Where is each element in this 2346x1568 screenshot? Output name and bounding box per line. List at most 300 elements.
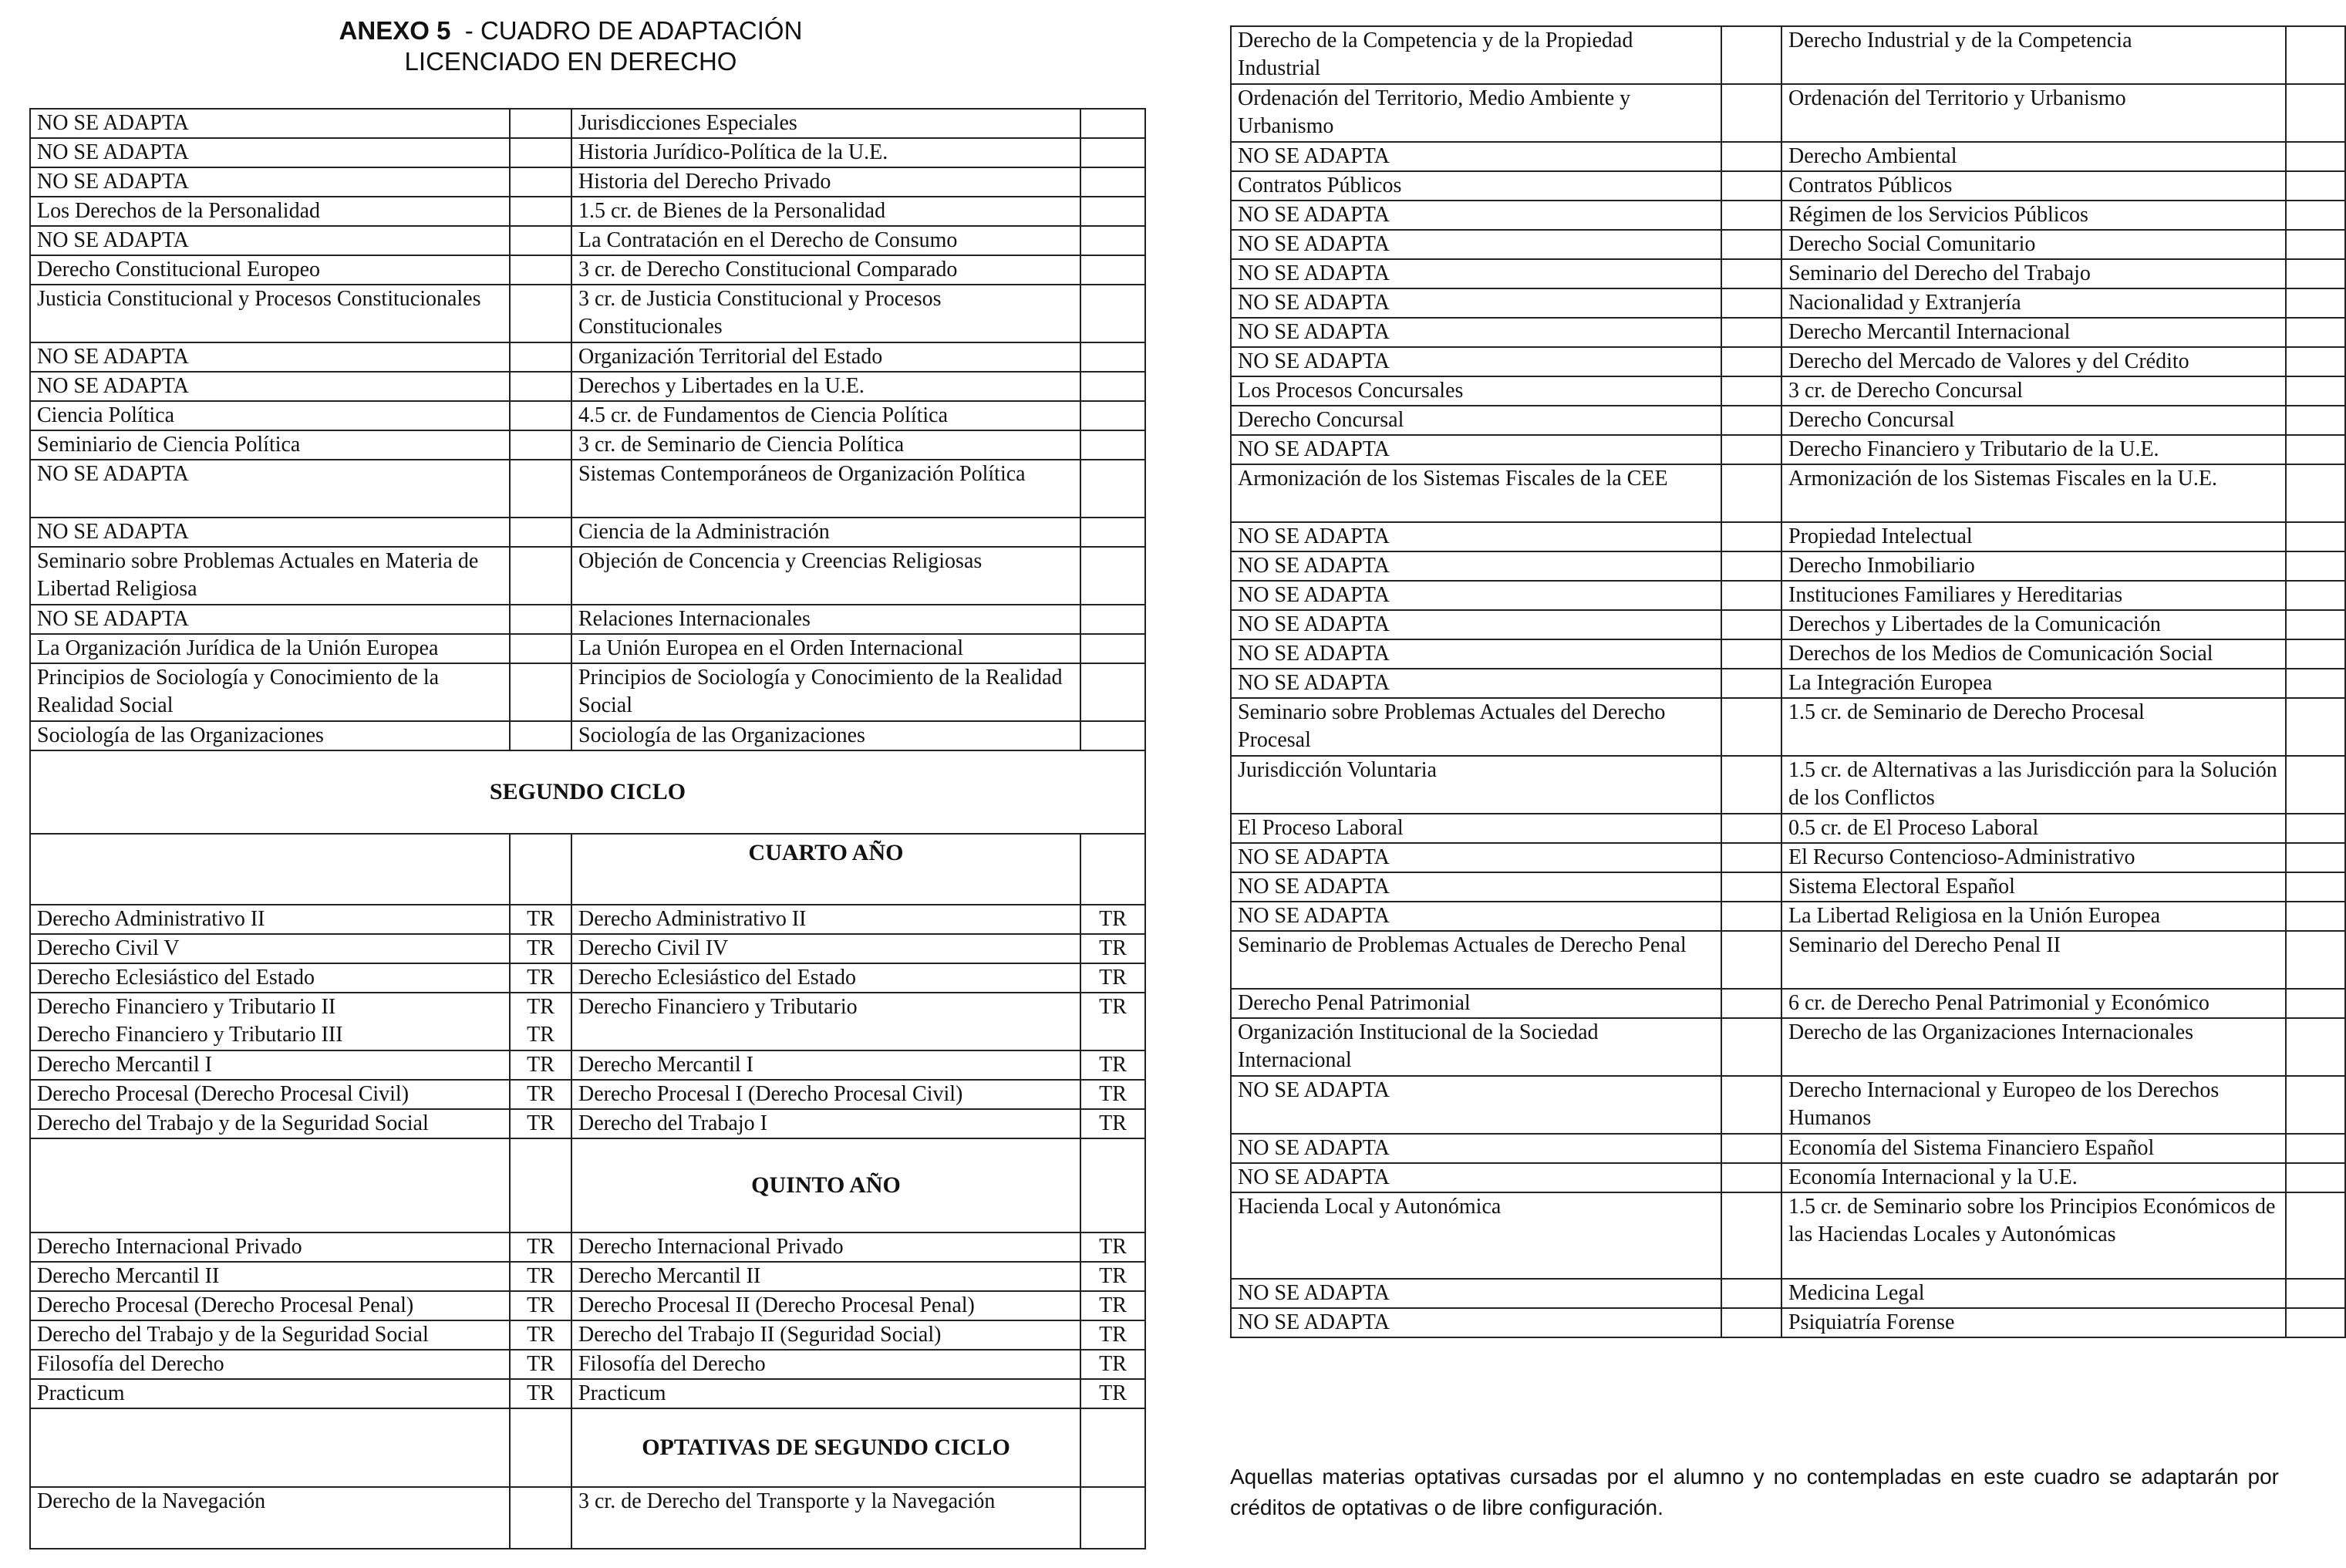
old-subject-cell: NO SE ADAPTA — [30, 226, 510, 255]
table-row — [1231, 464, 2345, 522]
annex-label: ANEXO 5 — [339, 16, 451, 45]
old-subject-cell: NO SE ADAPTA — [1231, 902, 1721, 931]
new-subject-cell: Sistemas Contemporáneos de Organización Política — [571, 460, 1080, 518]
table-row — [1231, 1076, 2345, 1134]
old-type-cell: TR — [510, 1320, 571, 1350]
new-type-cell — [1080, 285, 1145, 342]
old-type-cell — [510, 255, 571, 285]
table-row — [1231, 1018, 2345, 1076]
table-row — [30, 518, 1145, 547]
new-subject-cell: Derechos de los Medios de Comunicación Social — [1781, 639, 2286, 669]
old-type-cell — [510, 167, 571, 197]
table-row — [1231, 26, 2345, 84]
old-subject-cell: NO SE ADAPTA — [30, 605, 510, 634]
table-row — [1231, 230, 2345, 259]
old-subject-cell: Contratos Públicos — [1231, 171, 1721, 201]
new-type-cell — [2286, 288, 2345, 318]
new-type-cell — [1080, 255, 1145, 285]
old-type-cell — [510, 634, 571, 663]
new-type-cell: TR — [1080, 1320, 1145, 1350]
old-subject-cell: NO SE ADAPTA — [1231, 230, 1721, 259]
table-row — [30, 138, 1145, 167]
new-type-cell — [2286, 639, 2345, 669]
old-subject-cell: NO SE ADAPTA — [1231, 318, 1721, 347]
old-type-cell — [1721, 26, 1781, 84]
table-row — [30, 460, 1145, 518]
new-subject-cell: 1.5 cr. de Seminario de Derecho Procesal — [1781, 698, 2286, 756]
new-type-cell — [2286, 318, 2345, 347]
old-type-cell — [1721, 376, 1781, 406]
table-row — [1231, 171, 2345, 201]
new-type-cell — [2286, 201, 2345, 230]
old-type-cell — [510, 663, 571, 721]
new-subject-cell: La Contratación en el Derecho de Consumo — [571, 226, 1080, 255]
table-row — [30, 255, 1145, 285]
old-subject-cell: Derecho de la Navegación — [30, 1487, 510, 1549]
new-subject-cell: Instituciones Familiares y Hereditarias — [1781, 581, 2286, 610]
old-subject-cell: NO SE ADAPTA — [1231, 522, 1721, 551]
table-row — [30, 1320, 1145, 1350]
old-subject-cell: NO SE ADAPTA — [1231, 551, 1721, 581]
old-subject-cell: Seminario de Problemas Actuales de Derecho Penal — [1231, 931, 1721, 989]
old-subject-cell: Armonización de los Sistemas Fiscales de la CEE — [1231, 464, 1721, 522]
old-type-cell — [510, 460, 571, 518]
old-subject-cell: NO SE ADAPTA — [1231, 1076, 1721, 1134]
section-cuarto-ano — [30, 834, 1145, 905]
table-row — [1231, 1163, 2345, 1192]
new-type-cell — [1080, 372, 1145, 401]
table-row — [30, 547, 1145, 605]
new-subject-cell: Nacionalidad y Extranjería — [1781, 288, 2286, 318]
new-subject-cell: Derecho Procesal I (Derecho Procesal Civil) — [571, 1080, 1080, 1109]
new-subject-cell: 0.5 cr. de El Proceso Laboral — [1781, 814, 2286, 843]
new-subject-cell: Historia del Derecho Privado — [571, 167, 1080, 197]
old-subject-cell: NO SE ADAPTA — [1231, 201, 1721, 230]
new-type-cell: TR — [1080, 1379, 1145, 1408]
old-type-cell: TR — [510, 1050, 571, 1080]
old-type-cell — [1721, 230, 1781, 259]
section-quinto-ano — [30, 1138, 1145, 1232]
old-subject-cell: NO SE ADAPTA — [30, 167, 510, 197]
new-subject-cell: Filosofía del Derecho — [571, 1350, 1080, 1379]
old-subject-cell: Derecho Penal Patrimonial — [1231, 989, 1721, 1018]
old-type-cell — [510, 518, 571, 547]
new-subject-cell: La Integración Europea — [1781, 669, 2286, 698]
old-type-cell: TR — [510, 1080, 571, 1109]
old-subject-cell: NO SE ADAPTA — [1231, 1163, 1721, 1192]
new-type-cell — [2286, 1134, 2345, 1163]
old-type-cell — [1721, 84, 1781, 142]
old-subject-cell: Derecho Eclesiástico del Estado — [30, 963, 510, 993]
new-type-cell — [1080, 197, 1145, 226]
new-type-cell — [2286, 1279, 2345, 1308]
new-subject-cell: Derecho Concursal — [1781, 406, 2286, 435]
new-type-cell — [2286, 259, 2345, 288]
new-subject-cell: Derecho Mercantil II — [571, 1262, 1080, 1291]
old-type-cell — [510, 285, 571, 342]
new-subject-cell: Ordenación del Territorio y Urbanismo — [1781, 84, 2286, 142]
new-subject-cell: 3 cr. de Justicia Constitucional y Procesos Constitucionales — [571, 285, 1080, 342]
new-type-cell: TR — [1080, 993, 1145, 1050]
old-subject-cell: Sociología de las Organizaciones — [30, 721, 510, 750]
table-row — [30, 721, 1145, 750]
new-type-cell: TR — [1080, 1291, 1145, 1320]
new-subject-cell: Practicum — [571, 1379, 1080, 1408]
old-subject-cell: NO SE ADAPTA — [30, 518, 510, 547]
new-type-cell — [2286, 814, 2345, 843]
table-row — [30, 401, 1145, 430]
old-type-cell — [1721, 814, 1781, 843]
new-subject-cell: Derecho Social Comunitario — [1781, 230, 2286, 259]
old-subject-cell: Los Procesos Concursales — [1231, 376, 1721, 406]
table-row — [30, 167, 1145, 197]
new-subject-cell: Economía del Sistema Financiero Español — [1781, 1134, 2286, 1163]
old-type-cell — [510, 547, 571, 605]
old-type-cell — [1721, 522, 1781, 551]
old-subject-cell: NO SE ADAPTA — [30, 109, 510, 138]
new-type-cell: TR — [1080, 963, 1145, 993]
section-heading: CUARTO AÑO — [571, 834, 1080, 905]
new-type-cell — [1080, 460, 1145, 518]
old-subject-cell: NO SE ADAPTA — [1231, 288, 1721, 318]
table-row — [30, 934, 1145, 963]
old-type-cell — [1721, 610, 1781, 639]
old-type-cell: TR — [510, 1109, 571, 1138]
old-subject-cell: NO SE ADAPTA — [1231, 843, 1721, 872]
old-type-cell — [510, 430, 571, 460]
new-type-cell: TR — [1080, 1109, 1145, 1138]
new-type-cell — [1080, 634, 1145, 663]
table-row — [1231, 376, 2345, 406]
table-row — [1231, 989, 2345, 1018]
new-type-cell — [1080, 663, 1145, 721]
new-type-cell — [2286, 26, 2345, 84]
table-row — [1231, 756, 2345, 814]
new-subject-cell: Organización Territorial del Estado — [571, 342, 1080, 372]
new-type-cell — [2286, 435, 2345, 464]
new-subject-cell: Seminario del Derecho Penal II — [1781, 931, 2286, 989]
section-optativas — [30, 1408, 1145, 1487]
new-subject-cell: Derecho Mercantil I — [571, 1050, 1080, 1080]
old-type-cell — [1721, 1076, 1781, 1134]
new-subject-cell: Derecho Financiero y Tributario de la U.E. — [1781, 435, 2286, 464]
new-subject-cell: Seminario del Derecho del Trabajo — [1781, 259, 2286, 288]
new-type-cell — [2286, 376, 2345, 406]
section-heading: OPTATIVAS DE SEGUNDO CICLO — [571, 1408, 1080, 1487]
old-subject-cell: Practicum — [30, 1379, 510, 1408]
old-subject-cell: NO SE ADAPTA — [1231, 259, 1721, 288]
table-row — [30, 993, 1145, 1050]
new-subject-cell: Sociología de las Organizaciones — [571, 721, 1080, 750]
new-type-cell — [1080, 1487, 1145, 1549]
new-type-cell — [2286, 1163, 2345, 1192]
new-subject-cell: 3 cr. de Derecho Concursal — [1781, 376, 2286, 406]
table-row — [1231, 406, 2345, 435]
old-subject-cell: NO SE ADAPTA — [30, 138, 510, 167]
table-row — [30, 1050, 1145, 1080]
new-subject-cell: Objeción de Concencia y Creencias Religiosas — [571, 547, 1080, 605]
new-subject-cell: Principios de Sociología y Conocimiento de la Realidad Social — [571, 663, 1080, 721]
table-row — [30, 634, 1145, 663]
new-subject-cell: 1.5 cr. de Bienes de la Personalidad — [571, 197, 1080, 226]
table-row — [30, 1487, 1145, 1549]
old-type-cell — [510, 605, 571, 634]
right-adaptation-table — [1230, 25, 2346, 1338]
table-row — [30, 1232, 1145, 1262]
table-row — [30, 605, 1145, 634]
new-subject-cell: Economía Internacional y la U.E. — [1781, 1163, 2286, 1192]
table-row — [1231, 1192, 2345, 1279]
old-type-cell — [1721, 931, 1781, 989]
table-row — [1231, 814, 2345, 843]
new-subject-cell: El Recurso Contencioso-Administrativo — [1781, 843, 2286, 872]
table-row — [30, 1109, 1145, 1138]
table-row — [1231, 435, 2345, 464]
table-row — [1231, 931, 2345, 989]
table-row — [30, 372, 1145, 401]
old-type-cell — [1721, 1192, 1781, 1279]
new-type-cell — [2286, 464, 2345, 522]
old-type-cell: TR — [510, 963, 571, 993]
table-row — [1231, 1308, 2345, 1337]
table-row — [30, 663, 1145, 721]
old-type-cell — [1721, 756, 1781, 814]
section-heading: QUINTO AÑO — [571, 1138, 1080, 1232]
old-subject-cell: NO SE ADAPTA — [1231, 872, 1721, 902]
old-subject-cell: Derecho Constitucional Europeo — [30, 255, 510, 285]
table-row — [1231, 698, 2345, 756]
old-subject-cell: NO SE ADAPTA — [1231, 581, 1721, 610]
new-type-cell — [1080, 721, 1145, 750]
new-type-cell — [1080, 138, 1145, 167]
old-subject-cell: Seminiario de Ciencia Política — [30, 430, 510, 460]
new-type-cell — [1080, 109, 1145, 138]
table-row — [1231, 639, 2345, 669]
new-subject-cell: Derecho Financiero y Tributario — [571, 993, 1080, 1050]
table-row — [30, 342, 1145, 372]
table-row — [1231, 551, 2345, 581]
table-row — [30, 197, 1145, 226]
old-type-cell — [1721, 551, 1781, 581]
new-subject-cell: Ciencia de la Administración — [571, 518, 1080, 547]
old-type-cell — [1721, 1279, 1781, 1308]
old-subject-cell: Derecho Concursal — [1231, 406, 1721, 435]
table-row — [1231, 142, 2345, 171]
new-type-cell: TR — [1080, 905, 1145, 934]
old-subject-cell: NO SE ADAPTA — [1231, 142, 1721, 171]
new-subject-cell: Derecho Internacional y Europeo de los Derechos Humanos — [1781, 1076, 2286, 1134]
table-row — [30, 1350, 1145, 1379]
old-subject-cell: Principios de Sociología y Conocimiento de la Realidad Social — [30, 663, 510, 721]
old-type-cell: TR — [510, 905, 571, 934]
old-subject-cell: NO SE ADAPTA — [30, 342, 510, 372]
old-type-cell — [1721, 464, 1781, 522]
new-type-cell — [1080, 342, 1145, 372]
old-subject-cell: Seminario sobre Problemas Actuales del Derecho Procesal — [1231, 698, 1721, 756]
table-row — [1231, 610, 2345, 639]
new-subject-cell: Derecho de las Organizaciones Internacionales — [1781, 1018, 2286, 1076]
new-subject-cell: 1.5 cr. de Seminario sobre los Principios Económicos de las Haciendas Locales y Autonómicas — [1781, 1192, 2286, 1279]
table-row — [1231, 288, 2345, 318]
table-row — [30, 1291, 1145, 1320]
new-subject-cell: Derecho Mercantil Internacional — [1781, 318, 2286, 347]
old-type-cell: TR TR — [510, 993, 571, 1050]
table-row — [30, 1080, 1145, 1109]
old-type-cell — [1721, 843, 1781, 872]
old-subject-cell: Derecho del Trabajo y de la Seguridad Social — [30, 1109, 510, 1138]
section-segundo-ciclo — [30, 750, 1145, 834]
table-row — [30, 285, 1145, 342]
new-type-cell — [2286, 843, 2345, 872]
table-row — [1231, 84, 2345, 142]
old-type-cell: TR — [510, 934, 571, 963]
new-type-cell — [2286, 669, 2345, 698]
new-type-cell — [2286, 581, 2345, 610]
title-line-1: - CUADRO DE ADAPTACIÓN — [464, 16, 803, 45]
old-type-cell — [510, 372, 571, 401]
old-type-cell — [1721, 171, 1781, 201]
old-subject-cell: Derecho Internacional Privado — [30, 1232, 510, 1262]
old-type-cell — [1721, 669, 1781, 698]
new-type-cell: TR — [1080, 1350, 1145, 1379]
old-subject-cell: Derecho Mercantil II — [30, 1262, 510, 1291]
old-type-cell — [1721, 142, 1781, 171]
old-subject-cell: Ciencia Política — [30, 401, 510, 430]
old-subject-cell: Filosofía del Derecho — [30, 1350, 510, 1379]
table-row — [30, 109, 1145, 138]
table-row — [1231, 669, 2345, 698]
new-subject-cell: Relaciones Internacionales — [571, 605, 1080, 634]
new-subject-cell: Derecho del Trabajo II (Seguridad Social) — [571, 1320, 1080, 1350]
table-row — [30, 1262, 1145, 1291]
table-row — [30, 430, 1145, 460]
old-subject-cell: El Proceso Laboral — [1231, 814, 1721, 843]
new-subject-cell: Derechos y Libertades en la U.E. — [571, 372, 1080, 401]
old-subject-cell: NO SE ADAPTA — [30, 460, 510, 518]
old-subject-cell: Derecho de la Competencia y de la Propiedad Industrial — [1231, 26, 1721, 84]
new-type-cell — [2286, 142, 2345, 171]
new-subject-cell: 3 cr. de Derecho del Transporte y la Navegación — [571, 1487, 1080, 1549]
old-type-cell — [1721, 201, 1781, 230]
old-type-cell: TR — [510, 1350, 571, 1379]
old-type-cell — [1721, 1163, 1781, 1192]
new-type-cell — [2286, 551, 2345, 581]
table-row — [1231, 259, 2345, 288]
old-type-cell — [1721, 347, 1781, 376]
new-type-cell — [2286, 171, 2345, 201]
new-type-cell — [2286, 756, 2345, 814]
table-row — [1231, 1134, 2345, 1163]
old-type-cell — [1721, 1018, 1781, 1076]
new-type-cell — [2286, 1076, 2345, 1134]
old-subject-cell: NO SE ADAPTA — [30, 372, 510, 401]
new-subject-cell: Derecho Eclesiástico del Estado — [571, 963, 1080, 993]
new-type-cell — [1080, 226, 1145, 255]
table-row — [1231, 318, 2345, 347]
new-subject-cell: Armonización de los Sistemas Fiscales en la U.E. — [1781, 464, 2286, 522]
new-subject-cell: Propiedad Intelectual — [1781, 522, 2286, 551]
new-subject-cell: 4.5 cr. de Fundamentos de Ciencia Política — [571, 401, 1080, 430]
new-type-cell — [2286, 84, 2345, 142]
table-row — [1231, 843, 2345, 872]
old-subject-cell: Derecho Mercantil I — [30, 1050, 510, 1080]
old-type-cell — [1721, 259, 1781, 288]
old-subject-cell: La Organización Jurídica de la Unión Europea — [30, 634, 510, 663]
old-type-cell — [510, 138, 571, 167]
new-type-cell: TR — [1080, 1050, 1145, 1080]
new-subject-cell: 6 cr. de Derecho Penal Patrimonial y Económico — [1781, 989, 2286, 1018]
old-subject-cell: NO SE ADAPTA — [1231, 639, 1721, 669]
old-subject-cell: NO SE ADAPTA — [1231, 610, 1721, 639]
old-subject-cell: Derecho del Trabajo y de la Seguridad Social — [30, 1320, 510, 1350]
new-subject-cell: Sistema Electoral Español — [1781, 872, 2286, 902]
new-type-cell — [1080, 167, 1145, 197]
old-type-cell — [1721, 406, 1781, 435]
old-subject-cell: Seminario sobre Problemas Actuales en Materia de Libertad Religiosa — [30, 547, 510, 605]
section-heading: SEGUNDO CICLO — [30, 750, 1145, 834]
new-subject-cell: Derechos y Libertades de la Comunicación — [1781, 610, 2286, 639]
new-type-cell: TR — [1080, 1232, 1145, 1262]
old-type-cell — [1721, 639, 1781, 669]
table-row — [1231, 201, 2345, 230]
table-row — [1231, 902, 2345, 931]
old-subject-cell: Los Derechos de la Personalidad — [30, 197, 510, 226]
new-type-cell — [2286, 347, 2345, 376]
old-subject-cell: Derecho Financiero y Tributario II Derecho Financiero y Tributario III — [30, 993, 510, 1050]
old-subject-cell: NO SE ADAPTA — [1231, 1134, 1721, 1163]
new-subject-cell: Régimen de los Servicios Públicos — [1781, 201, 2286, 230]
table-row — [30, 226, 1145, 255]
old-type-cell — [1721, 989, 1781, 1018]
old-subject-cell: Organización Institucional de la Sociedad Internacional — [1231, 1018, 1721, 1076]
old-type-cell: TR — [510, 1262, 571, 1291]
title-line-2: LICENCIADO EN DERECHO — [404, 47, 737, 76]
new-subject-cell: Derecho Civil IV — [571, 934, 1080, 963]
new-type-cell — [2286, 406, 2345, 435]
new-subject-cell: Derecho Internacional Privado — [571, 1232, 1080, 1262]
new-type-cell — [2286, 872, 2345, 902]
new-subject-cell: Derecho del Mercado de Valores y del Crédito — [1781, 347, 2286, 376]
old-subject-cell: Ordenación del Territorio, Medio Ambiente y Urbanismo — [1231, 84, 1721, 142]
old-subject-cell: Derecho Procesal (Derecho Procesal Civil) — [30, 1080, 510, 1109]
new-subject-cell: Medicina Legal — [1781, 1279, 2286, 1308]
new-subject-cell: Derecho Procesal II (Derecho Procesal Penal) — [571, 1291, 1080, 1320]
old-type-cell — [1721, 435, 1781, 464]
old-type-cell — [510, 197, 571, 226]
old-type-cell — [510, 226, 571, 255]
new-type-cell — [2286, 610, 2345, 639]
table-row — [1231, 1279, 2345, 1308]
new-type-cell — [2286, 698, 2345, 756]
new-subject-cell: Historia Jurídico-Política de la U.E. — [571, 138, 1080, 167]
old-subject-cell: Jurisdicción Voluntaria — [1231, 756, 1721, 814]
old-subject-cell: NO SE ADAPTA — [1231, 347, 1721, 376]
new-type-cell — [2286, 1192, 2345, 1279]
new-type-cell — [1080, 605, 1145, 634]
new-type-cell: TR — [1080, 1080, 1145, 1109]
old-subject-cell: NO SE ADAPTA — [1231, 435, 1721, 464]
old-type-cell — [1721, 318, 1781, 347]
old-subject-cell: Derecho Administrativo II — [30, 905, 510, 934]
old-type-cell — [1721, 1134, 1781, 1163]
old-type-cell — [510, 342, 571, 372]
old-type-cell: TR — [510, 1291, 571, 1320]
left-adaptation-table — [29, 108, 1146, 1549]
new-type-cell — [2286, 902, 2345, 931]
new-type-cell — [1080, 401, 1145, 430]
footnote: Aquellas materias optativas cursadas por el alumno y no contempladas en este cuadro se adaptarán por créditos de optativas o de libre configuración. — [1230, 1465, 2279, 1519]
new-subject-cell: Psiquiatría Forense — [1781, 1308, 2286, 1337]
